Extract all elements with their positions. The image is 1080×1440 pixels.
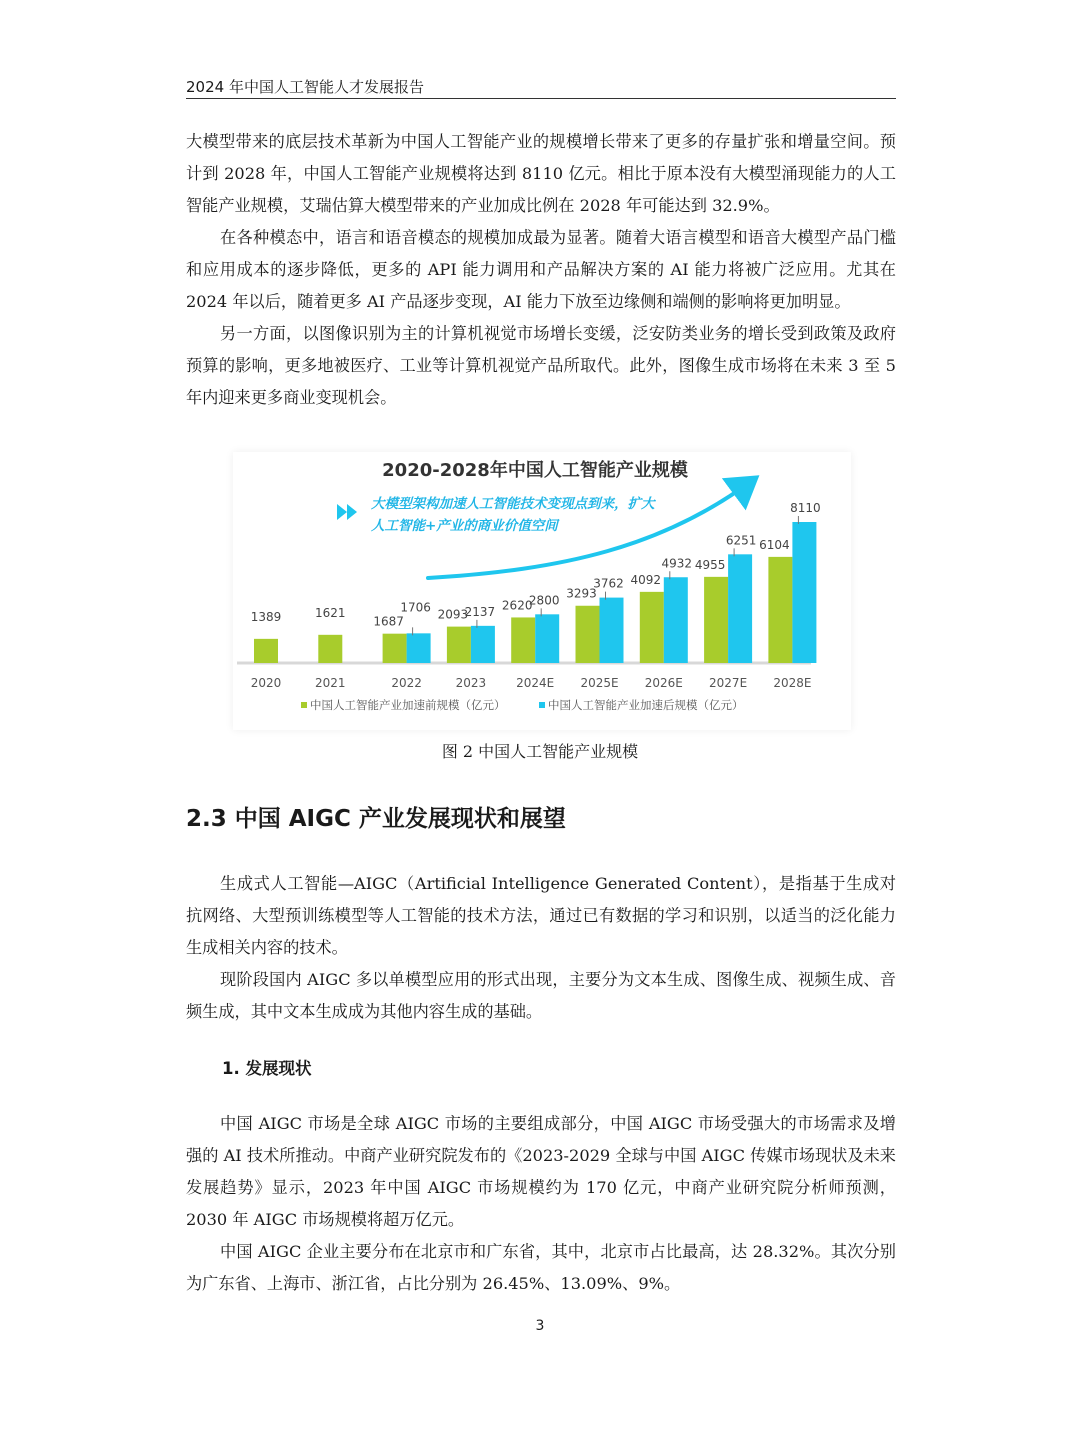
bar-after xyxy=(407,633,431,663)
data-label: 1706 xyxy=(400,600,431,615)
x-tick-label: 2028E xyxy=(773,676,812,690)
page-header xyxy=(186,74,896,99)
data-label: 4955 xyxy=(694,557,726,572)
data-label: 3293 xyxy=(566,586,597,601)
bar-before xyxy=(640,592,664,663)
figure-caption: 图 2 中国人工智能产业规模 xyxy=(441,742,639,761)
legend-label: 中国人工智能产业加速后规模（亿元） xyxy=(548,698,744,712)
data-label: 6104 xyxy=(759,537,790,552)
data-label: 2137 xyxy=(464,604,496,619)
x-tick-label: 2020 xyxy=(250,676,282,690)
x-tick-label: 2023 xyxy=(455,676,487,690)
data-label: 6251 xyxy=(725,533,757,548)
legend-swatch-before xyxy=(301,702,307,708)
bar-before xyxy=(383,634,407,663)
data-label: 8110 xyxy=(790,501,821,515)
chart-annotation: 人工智能+产业的商业价值空间 xyxy=(371,518,558,534)
bar-before xyxy=(447,627,471,663)
chart-figure xyxy=(233,452,851,730)
x-tick-label: 2027E xyxy=(709,676,748,690)
bar-after xyxy=(792,522,816,663)
bar-before xyxy=(704,577,728,663)
x-tick-label: 2021 xyxy=(315,676,346,690)
bar-before xyxy=(768,557,792,663)
intro-text xyxy=(186,126,896,414)
chart-annotation: 大模型架构加速人工智能技术变现点到来，扩大 xyxy=(371,496,655,512)
bar-after xyxy=(728,554,752,663)
bar-before xyxy=(511,617,535,663)
data-label: 1621 xyxy=(315,605,346,620)
bar-after xyxy=(471,626,495,663)
bar-before xyxy=(318,635,342,663)
paragraph: 中国 AIGC 企业主要分布在北京市和广东省，其中，北京市占比最高，达 28.32%。其次分别为广东省、上海市、浙江省，占比分别为 26.45%、13.09%、9%。 xyxy=(186,1242,896,1293)
paragraph: 中国 AIGC 市场是全球 AIGC 市场的主要组成部分，中国 AIGC 市场受强大的市场需求及增强的 AI 技术所推动。中商产业研究院发布的《2023-2029 全球与中国 AIGC 传媒市场现状及未来发展趋势》显示，2023 年中国 AIGC 市场规模约为 170 亿元，中商产业研究院分析师预测，2030 年 AIGC 市场规模将超万亿元。 xyxy=(186,1114,896,1229)
x-tick-label: 2026E xyxy=(644,676,683,690)
x-tick-label: 2022 xyxy=(391,676,422,690)
fast-forward-icon xyxy=(337,504,357,520)
data-label: 4092 xyxy=(630,572,662,587)
section-heading: 2.3 中国 AIGC 产业发展现状和展望 xyxy=(186,806,566,832)
paragraph: 现阶段国内 AIGC 多以单模型应用的形式出现，主要分为文本生成、图像生成、视频生成、音频生成，其中文本生成成为其他内容生成的基础。 xyxy=(186,970,896,1021)
bar-before xyxy=(576,606,600,663)
bar-before xyxy=(254,639,278,663)
x-tick-label: 2025E xyxy=(580,676,619,690)
legend-label: 中国人工智能产业加速前规模（亿元） xyxy=(310,698,506,712)
data-label: 2800 xyxy=(528,593,560,608)
data-label: 2093 xyxy=(437,607,469,622)
data-label: 1687 xyxy=(373,614,404,629)
chart-title: 2020-2028年中国人工智能产业规模 xyxy=(382,460,688,481)
development-status-text xyxy=(186,1108,896,1300)
paragraph: 生成式人工智能—AIGC（Artificial Intelligence Generated Content），是指基于生成对抗网络、大型预训练模型等人工智能的技术方法，通过已有数据的学习和识别，以适当的泛化能力生成相关内容的技术。 xyxy=(186,874,896,957)
data-label: 1389 xyxy=(250,609,282,624)
x-tick-label: 2024E xyxy=(516,676,555,690)
page-number: 3 xyxy=(535,1318,545,1334)
paragraph: 另一方面，以图像识别为主的计算机视觉市场增长变缓，泛安防类业务的增长受到政策及政府预算的影响，更多地被医疗、工业等计算机视觉产品所取代。此外，图像生成市场将在未来 3 至 5 年内迎来更多商业变现机会。 xyxy=(186,324,896,407)
aigc-intro xyxy=(186,868,896,1028)
bar-chart xyxy=(233,452,851,730)
data-label: 2620 xyxy=(501,598,533,613)
legend-swatch-after xyxy=(539,702,545,708)
header-title: 2024 年中国人工智能人才发展报告 xyxy=(186,78,424,96)
paragraph: 大模型带来的底层技术革新为中国人工智能产业的规模增长带来了更多的存量扩张和增量空间。预计到 2028 年，中国人工智能产业规模将达到 8110 亿元。相比于原本没有大模型涌现能力的人工智能产业规模，艾瑞估算大模型带来的产业加成比例在 2028 年可能达到 32.9%。 xyxy=(186,132,896,215)
data-label: 4932 xyxy=(661,556,693,571)
bar-after xyxy=(535,614,559,663)
subheading: 1. 发展现状 xyxy=(222,1059,312,1078)
data-label: 3762 xyxy=(593,576,624,591)
paragraph: 在各种模态中，语言和语音模态的规模加成最为显著。随着大语言模型和语音大模型产品门槛和应用成本的逐步降低，更多的 API 能力调用和产品解决方案的 AI 能力将被广泛应用。尤其在 2024 年以后，随着更多 AI 产品逐步变现，AI 能力下放至边缘侧和端侧的影响将更加明显。 xyxy=(186,228,896,311)
bar-after xyxy=(664,577,688,663)
bar-after xyxy=(600,598,624,663)
